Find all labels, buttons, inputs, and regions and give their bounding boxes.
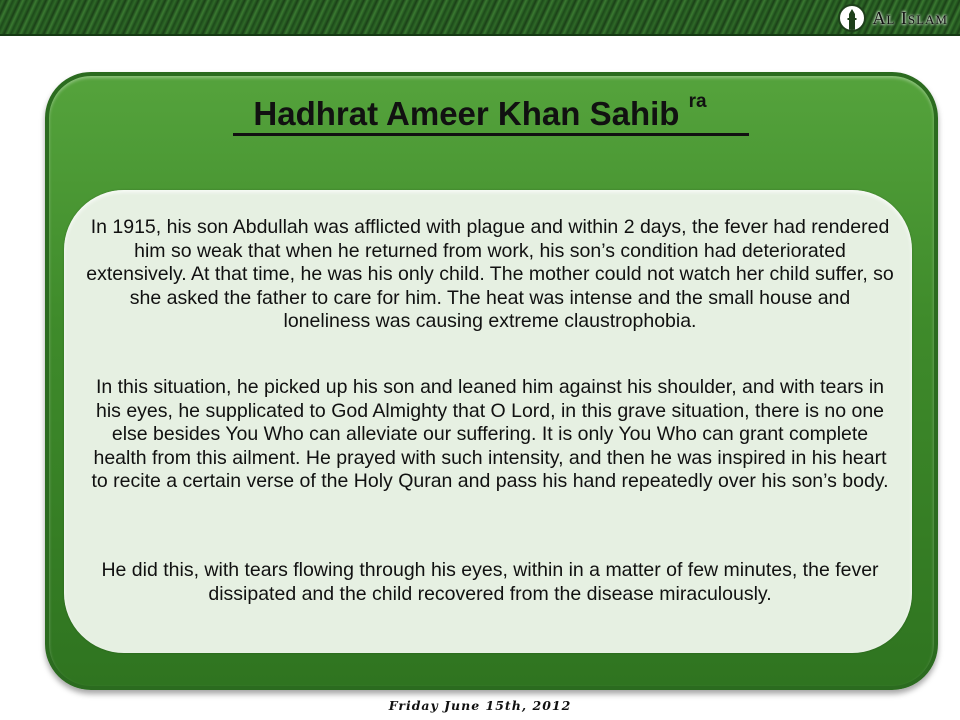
slide-title xyxy=(0,91,960,133)
slide-title-superscript: ra xyxy=(688,91,707,112)
title-underline xyxy=(233,133,749,136)
slide-title-text: Hadhrat Ameer Khan Sahib xyxy=(253,95,689,132)
paragraph-3: He did this, with tears flowing through his eyes, within in a matter of few minutes, the fever dissipated and the child recovered from the disease miraculously. xyxy=(101,559,879,605)
brand-name: Al Islam xyxy=(872,7,948,28)
footer-date: Friday June 15th, 2012 xyxy=(388,698,572,713)
header-bar xyxy=(0,0,960,36)
minaret-logo-icon xyxy=(838,4,866,32)
brand xyxy=(838,3,948,33)
paragraph-1: In 1915, his son Abdullah was afflicted with plague and within 2 days, the fever had rendered him so weak that when he returned from work, his son’s condition had deteriorated extensively. At that time, he was his only child. The mother could not watch her child suffer, so she asked the father to care for him. The heat was intense and the small house and loneliness was causing extreme claustrophobia. xyxy=(86,216,894,332)
paragraph-2: In this situation, he picked up his son and leaned him against his shoulder, and with tears in his eyes, he supplicated to God Almighty that O Lord, in this grave situation, there is no one else besides You Who can alleviate our suffering. It is only You Who can grant complete health from this ailment. He prayed with such intensity, and then he was inspired in his heart to recite a certain verse of the Holy Quran and pass his hand repeatedly over his son’s body. xyxy=(91,376,889,492)
